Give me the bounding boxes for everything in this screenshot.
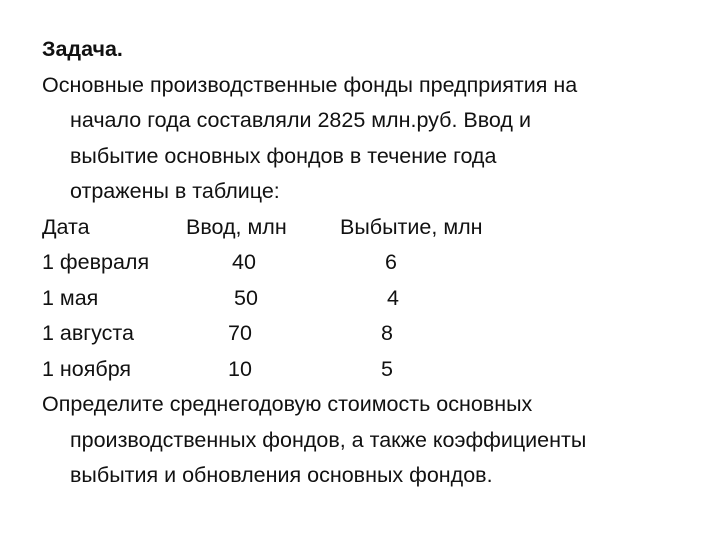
row-vybytie: 8 — [381, 321, 393, 345]
row-vvod: 40 — [232, 250, 256, 274]
intro-line-1: Основные производственные фонды предприятия на — [42, 72, 578, 97]
row-date: 1 мая — [42, 285, 99, 310]
table-row — [42, 352, 692, 388]
intro-line-3: выбытие основных фондов в течение года — [70, 143, 497, 168]
row-vybytie: 4 — [387, 285, 399, 310]
table-header-row — [42, 210, 692, 246]
row-vvod: 70 — [228, 321, 252, 345]
question-line-2: производственных фондов, а также коэффициенты — [70, 427, 587, 452]
table-row — [42, 245, 692, 281]
task-title: Задача. — [42, 37, 123, 61]
row-date: 1 ноября — [42, 356, 132, 381]
table-row — [42, 316, 692, 352]
row-vybytie: 5 — [381, 356, 393, 381]
question-line-1: Определите среднегодовую стоимость основных — [42, 392, 533, 416]
table-row — [42, 281, 692, 317]
slide-content — [42, 32, 692, 494]
row-date: 1 февраля — [42, 250, 150, 274]
header-vybytie: Выбытие, млн — [340, 214, 483, 239]
row-date: 1 августа — [42, 321, 134, 345]
intro-line-4: отражены в таблице: — [70, 179, 280, 203]
row-vvod: 50 — [234, 285, 258, 310]
row-vvod: 10 — [228, 356, 252, 381]
header-vvod: Ввод, млн — [186, 214, 287, 239]
question-line-3: выбытия и обновления основных фондов. — [70, 463, 493, 487]
row-vybytie: 6 — [385, 250, 397, 274]
header-date: Дата — [42, 214, 90, 239]
intro-line-2: начало года составляли 2825 млн.руб. Ввод и — [70, 108, 531, 132]
